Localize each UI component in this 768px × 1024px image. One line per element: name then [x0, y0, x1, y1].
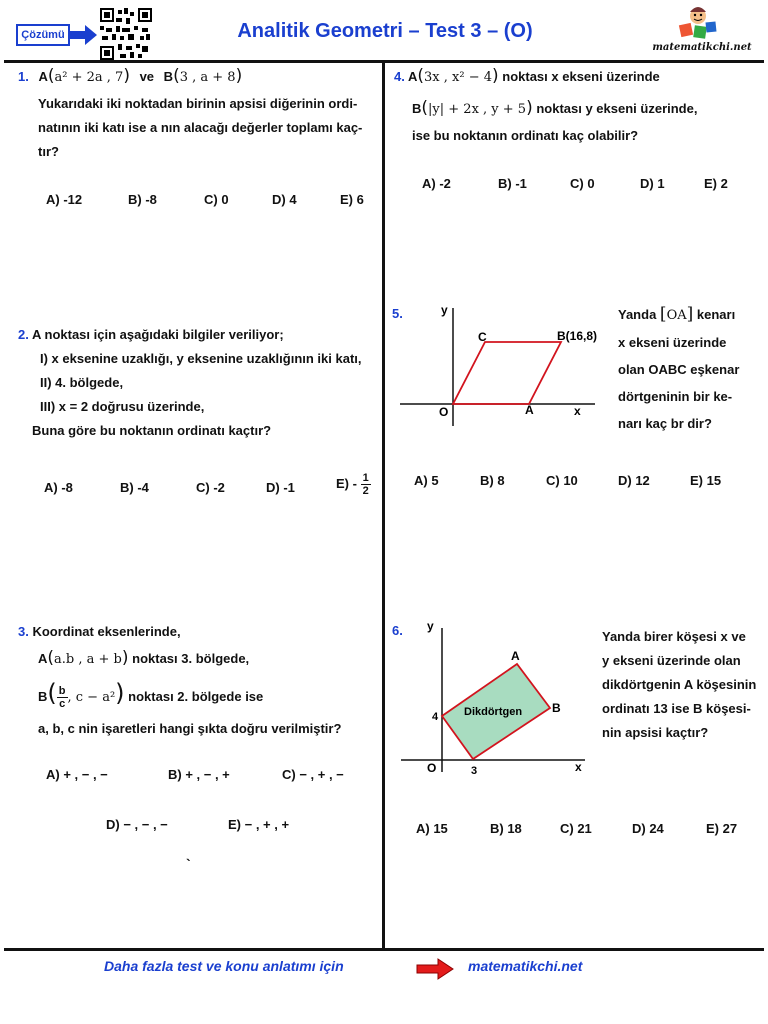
y-axis-label: y: [441, 303, 448, 317]
point-b-label: B: [552, 701, 561, 715]
q5-option-d[interactable]: D) 12: [618, 473, 650, 488]
arrow-right-icon: [416, 957, 454, 981]
q4-option-d[interactable]: D) 1: [640, 176, 665, 191]
fraction: $\frac{b}{c}$: [58, 685, 66, 711]
y-axis-label: y: [427, 619, 434, 633]
q3-option-e[interactable]: E) − , + , +: [228, 817, 290, 832]
q4-option-c[interactable]: C) 0: [570, 176, 595, 191]
rectangle-label: Dikdörtgen: [464, 706, 523, 718]
logo-icon[interactable]: [676, 4, 720, 42]
x-intercept-label: 3: [471, 765, 478, 776]
q1-option-b[interactable]: B) -8: [128, 192, 157, 207]
arrow-right-icon: [70, 24, 98, 46]
qr-code-icon[interactable]: [100, 8, 152, 60]
y-intercept-label: 4: [432, 711, 439, 723]
question-2-text: 2. A noktası için aşağıdaki bilgiler veriliyor; I) x eksenine uzaklığı, y eksenine uzaklığının iki katı, II) 4. bölgede, III) x = 2 doğrusu üzerinde, Buna göre bu noktanın ordinatı kaçtır?: [18, 327, 362, 438]
q1-option-c[interactable]: C) 0: [204, 192, 229, 207]
q6-option-c[interactable]: C) 21: [560, 821, 592, 836]
q3-option-c[interactable]: C) − , + , −: [282, 767, 344, 782]
question-number: 3.: [18, 624, 29, 639]
question-1-stem: 1. A(a² + 2a , 7) ve B(3 , a + 8): [18, 66, 243, 86]
q2-option-b[interactable]: B) -4: [120, 480, 149, 495]
q2-option-d[interactable]: D) -1: [266, 480, 295, 495]
q6-option-d[interactable]: D) 24: [632, 821, 664, 836]
footer-divider: [4, 948, 764, 951]
fraction: $\frac{1}{2}$: [362, 472, 369, 497]
question-6-text: Yanda birer köşesi x ve y ekseni üzerinde olan dikdörtgenin A köşesinin ordinatı 13 ise B köşesi- nin apsisi kaçtır?: [602, 629, 757, 740]
x-axis-label: x: [575, 760, 582, 774]
question-number: 5.: [392, 306, 403, 321]
x-axis-label: x: [574, 404, 581, 418]
q6-option-b[interactable]: B) 18: [490, 821, 522, 836]
q2-option-e[interactable]: E) - $\frac{1}{2}$: [336, 472, 369, 497]
q5-option-b[interactable]: B) 8: [480, 473, 505, 488]
stray-mark: `: [186, 856, 191, 872]
point-o-label: O: [439, 405, 449, 419]
question-number: 2.: [18, 327, 29, 342]
footer-text: Daha fazla test ve konu anlatımı için: [104, 958, 344, 974]
q4-option-a[interactable]: A) -2: [422, 176, 451, 191]
question-3-text: 3. Koordinat eksenlerinde, A(a.b , a + b) noktası 3. bölgede, B( $\frac{b}{c}$ , c − a²) noktası 2. bölgede ise a, b, c nin işaretleri hangi şıkta doğru verilmiştir?: [18, 624, 342, 736]
q2-option-a[interactable]: A) -8: [44, 480, 73, 495]
question-4-text: 4. A(3x , x² − 4) noktası x ekseni üzerinde B(|y| + 2x , y + 5) noktası y ekseni üzerinde, ise bu noktanın ordinatı kaç olabilir?: [394, 66, 698, 143]
q5-option-e[interactable]: E) 15: [690, 473, 722, 488]
question-number: 4.: [394, 69, 405, 84]
q5-option-a[interactable]: A) 5: [414, 473, 439, 488]
footer-site-link[interactable]: matematikchi.net: [468, 958, 583, 974]
rhombus-shape: [453, 342, 561, 404]
point-a-label: A: [511, 649, 520, 663]
q6-option-a[interactable]: A) 15: [416, 821, 448, 836]
solution-label: Çözümü: [21, 29, 65, 41]
column-divider: [382, 60, 385, 950]
q5-option-c[interactable]: C) 10: [546, 473, 578, 488]
q3-option-d[interactable]: D) − , − , −: [106, 817, 168, 832]
q6-option-e[interactable]: E) 27: [706, 821, 738, 836]
point-c-label: C: [478, 330, 487, 344]
rhombus-figure: [395, 300, 605, 430]
q1-option-e[interactable]: E) 6: [340, 192, 364, 207]
question-number: 6.: [392, 623, 403, 638]
question-5-text: Yanda [OA] kenarı x ekseni üzerinde olan OABC eşkenar dörtgeninin bir ke- narı kaç br dir?: [618, 304, 740, 431]
solution-button[interactable]: [16, 24, 70, 46]
rectangle-figure: [395, 616, 595, 776]
q3-option-a[interactable]: A) + , − , −: [46, 767, 108, 782]
q2-option-c[interactable]: C) -2: [196, 480, 225, 495]
q3-option-b[interactable]: B) + , − , +: [168, 767, 230, 782]
q1-option-a[interactable]: A) -12: [46, 192, 83, 207]
question-1-text: Yukarıdaki iki noktadan birinin apsisi diğerinin ordi- natının iki katı ise a nın alacağı değerler toplamı kaç- tır?: [38, 96, 363, 159]
point-b-label: B(16,8): [557, 329, 598, 343]
page-title: Analitik Geometri – Test 3 – (O): [237, 20, 533, 42]
question-number: 1.: [18, 69, 29, 84]
logo-text: matematikchi.net: [652, 42, 752, 53]
point-a-label: A: [525, 403, 534, 417]
origin-label: O: [427, 761, 437, 775]
q1-option-d[interactable]: D) 4: [272, 192, 297, 207]
q4-option-e[interactable]: E) 2: [704, 176, 728, 191]
q4-option-b[interactable]: B) -1: [498, 176, 527, 191]
